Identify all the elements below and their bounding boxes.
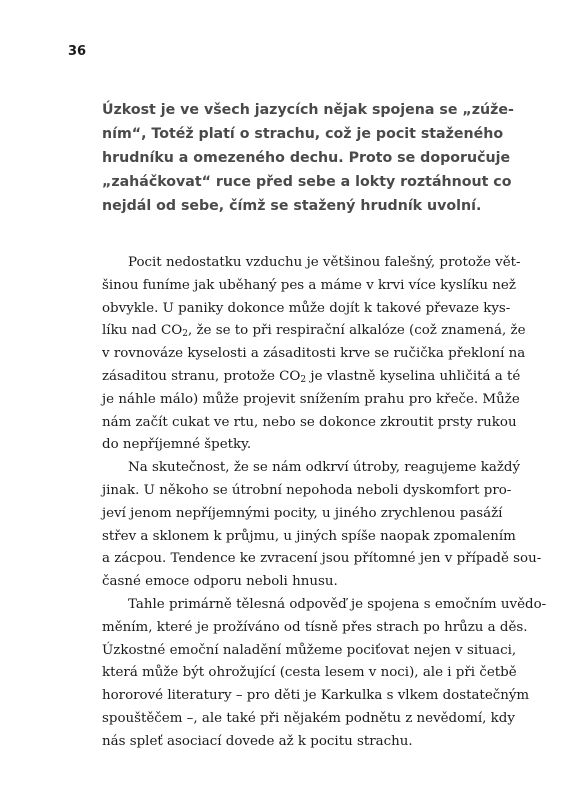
body-line [102, 389, 520, 412]
line-text: která může být ohrožující (cesta lesem v noci), ale i při četbě [102, 665, 517, 681]
line-text: zásaditou stranu, protože CO [102, 368, 301, 384]
line-text: , že se to při respirační alkalóze (což znamená, že [187, 323, 526, 339]
line-text: je vlastně kyselina uhličitá a té [306, 368, 521, 384]
body-line [102, 571, 474, 594]
line-text: nám začít cukat ve rtu, nebo se dokonce zkroutit prsty rukou [102, 414, 517, 430]
body-line [102, 298, 511, 321]
line-text: Na skutečnost, že se nám odkrví útroby, reagujeme každý [128, 460, 521, 476]
body-line [102, 731, 474, 754]
line-text: jinak. U někoho se útrobní nepohoda neboli dyskomfort pro- [102, 482, 512, 498]
callout-line: „zaháčkovat“ ruce před sebe a lokty roztáhnout co [102, 174, 512, 190]
body-line [102, 275, 516, 298]
line-text: líku nad CO [102, 323, 183, 339]
body-line [102, 503, 503, 526]
body-paragraph [102, 457, 542, 594]
body-line [102, 252, 521, 275]
line-text: je náhle málo) může projevit snížením prahu pro křeče. Může [102, 391, 520, 407]
line-text: a zácpou. Tendence ke zvracení jsou přítomné jen v případě sou- [102, 551, 542, 567]
body-line [102, 617, 528, 640]
line-text: časné emoce odporu neboli hnusu. [102, 574, 338, 590]
page-number: 36 [68, 44, 87, 59]
body-line [102, 320, 526, 343]
line-text: spouštěčem –, ale také při nějakém podnětu z nevědomí, kdy [102, 710, 515, 726]
line-text: hororové literatury – pro děti je Karkulka s vlkem dostatečným [102, 688, 530, 704]
highlighted-callout [102, 98, 514, 218]
body-line [102, 662, 517, 685]
body-line [102, 366, 521, 389]
line-text: nás spleť asociací dovede až k pocitu strachu. [102, 733, 413, 749]
body-line [102, 480, 512, 503]
body-paragraph [102, 252, 526, 457]
line-text: Úzkostné emoční naladění můžeme pociťovat nejen v situaci, [102, 642, 517, 658]
callout-line: hrudníku a omezeného dechu. Proto se doporučuje [102, 150, 511, 166]
subscript-text: 2 [182, 329, 188, 340]
callout-line: Úzkost je ve všech jazycích nějak spojena se „zúže- [102, 102, 514, 118]
body-line [102, 412, 517, 435]
subscript-text: 2 [300, 374, 307, 385]
body-line [102, 548, 542, 571]
body-line [102, 434, 474, 457]
line-text: v rovnováze kyselosti a zásaditosti krve se ručička překloní na [102, 346, 526, 362]
line-text: obvykle. U paniky dokonce může dojít k takové převaze kys- [102, 300, 511, 316]
body-paragraph [102, 594, 547, 754]
body-line [102, 343, 526, 366]
body-line [102, 594, 547, 617]
line-text: Tahle primárně tělesná odpověď je spojena s emočním uvědo- [128, 596, 547, 612]
line-text: šinou funíme jak uběhaný pes a máme v krvi více kyslíku než [102, 277, 516, 293]
callout-line: nejdál od sebe, čímž se stažený hrudník uvolní. [102, 198, 482, 214]
body-line [102, 685, 530, 708]
line-text: do nepříjemné špetky. [102, 437, 252, 453]
body-line [102, 708, 515, 731]
body-line [102, 457, 521, 480]
body-line [102, 640, 517, 663]
body-text [102, 252, 547, 754]
line-text: měním, které je prožíváno od tísně přes strach po hrůzu a děs. [102, 619, 528, 635]
line-text: střev a sklonem k průjmu, u jiných spíše naopak zpomalením [102, 528, 516, 544]
body-line [102, 526, 516, 549]
line-text: jeví jenom nepříjemnými pocity, u jiného zrychlenou pasáží [102, 505, 503, 521]
line-text: Pocit nedostatku vzduchu je většinou falešný, protože vět- [128, 255, 521, 270]
callout-line: ním“, Totéž platí o strachu, což je pocit staženého [102, 126, 504, 142]
